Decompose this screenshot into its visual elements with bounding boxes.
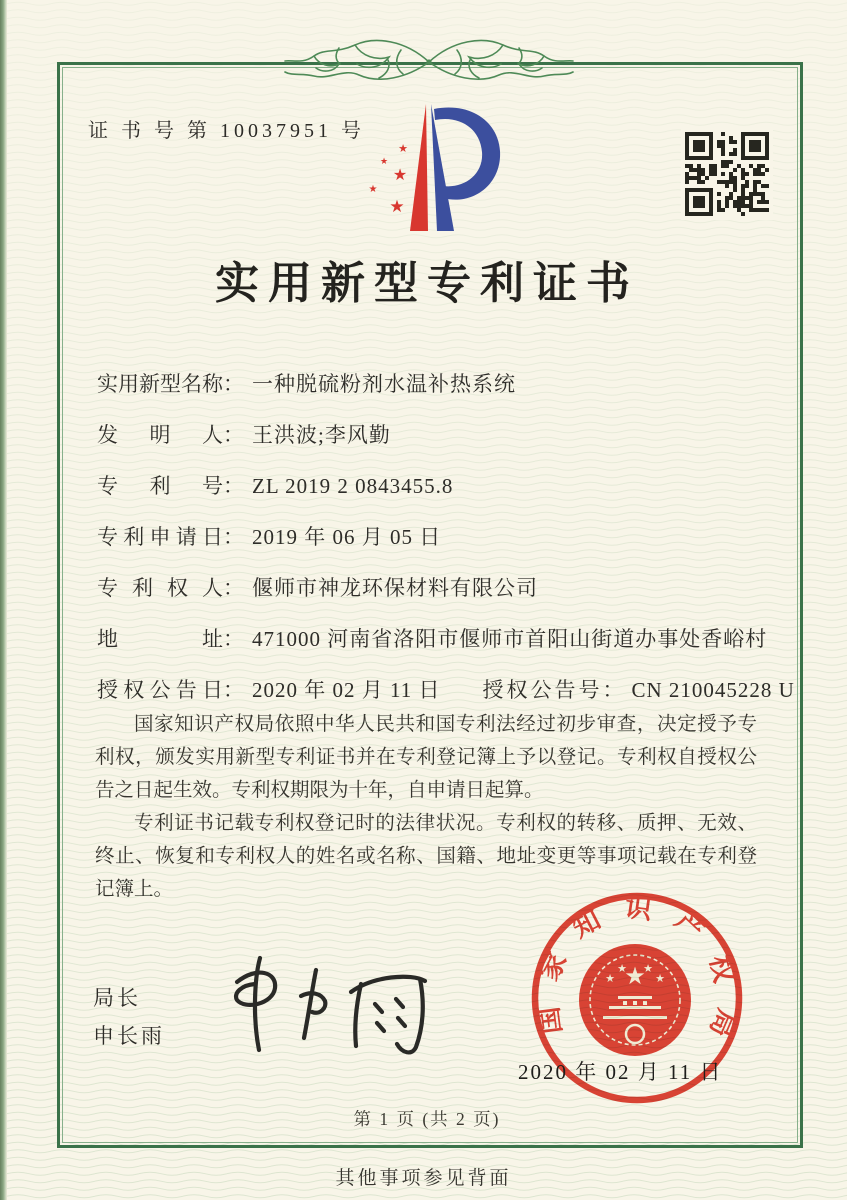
label-colon: ：	[223, 423, 244, 447]
field-value: 一种脱硫粉剂水温补热系统	[252, 372, 516, 396]
logo-star: ★	[392, 167, 408, 184]
field-row-inventor	[97, 419, 765, 447]
certificate-number: 证 书 号 第 10037951 号	[88, 120, 365, 142]
field-label: 专利权人	[97, 576, 223, 600]
field-value: 偃师市神龙环保材料有限公司	[252, 576, 538, 600]
seal-text: 国家知识产权局	[530, 891, 744, 1062]
page-title: 实用新型专利证书	[215, 259, 639, 308]
svg-text:★: ★	[643, 963, 653, 975]
field-label: 发明人	[97, 423, 223, 447]
legal-text	[95, 708, 757, 906]
svg-text:★: ★	[624, 964, 646, 990]
label-colon: ：	[602, 678, 624, 702]
national-emblem	[579, 944, 691, 1056]
logo-star: ★	[379, 156, 389, 166]
label-colon: ：	[223, 525, 244, 549]
label-colon: ：	[223, 474, 244, 498]
svg-text:★: ★	[617, 963, 627, 975]
field-label: 专利申请日	[97, 525, 223, 549]
label-colon: ：	[223, 678, 244, 702]
logo-star: ★	[389, 197, 405, 216]
label-colon: ：	[223, 372, 244, 396]
field-row-filing-date	[97, 521, 765, 549]
field-value: 2019 年 06 月 05 日	[252, 525, 442, 549]
logo-star: ★	[368, 184, 378, 195]
field-row-patent-no	[97, 470, 765, 498]
page-number: 第 1 页 (共 2 页)	[353, 1109, 501, 1129]
field-value: 471000 河南省洛阳市偃师市首阳山街道办事处香峪村	[252, 627, 768, 651]
logo-star: ★	[398, 143, 408, 155]
field-row-grant	[97, 674, 795, 702]
field-list	[97, 368, 795, 725]
svg-text:★: ★	[605, 973, 615, 985]
back-note: 其他事项参见背面	[335, 1168, 512, 1189]
field-value: ZL 2019 2 0843455.8	[252, 474, 454, 498]
field-label: 授权公告日	[97, 678, 223, 702]
field-row-patentee	[97, 572, 765, 600]
shen-changyu-signature-icon	[213, 946, 453, 1064]
signer-title: 局长	[93, 986, 141, 1010]
book-edge	[0, 0, 7, 1200]
field-row-address	[97, 623, 768, 651]
paragraph-register-statement: 专利证书记载专利权登记时的法律状况。专利权的转移、质押、无效、终止、恢复和专利权人的姓名或名称、国籍、地址变更等事项记载在专利登记簿上。	[95, 813, 757, 900]
field-label: 地址	[97, 627, 223, 651]
field-label: 专利号	[97, 474, 223, 498]
label-colon: ：	[223, 576, 244, 600]
field-label: 实用新型名称	[97, 372, 223, 396]
grant-no-value: CN 210045228 U	[631, 678, 795, 702]
field-label: 授权公告号	[482, 678, 603, 702]
qr-code	[681, 128, 773, 220]
grant-date-value: 2020 年 02 月 11 日	[252, 678, 441, 702]
cnipa-logo-icon	[357, 100, 507, 238]
field-value: 王洪波;李风勤	[252, 423, 391, 447]
label-colon: ：	[223, 627, 244, 651]
field-row-name	[97, 368, 765, 396]
seal-date: 2020 年 02 月 11 日	[518, 1060, 723, 1084]
svg-text:★: ★	[655, 973, 665, 985]
signer-name: 申长雨	[93, 1024, 165, 1048]
paragraph-grant-statement: 国家知识产权局依照中华人民共和国专利法经过初步审查，决定授予专利权，颁发实用新型专利证书并在专利登记簿上予以登记。专利权自授权公告之日起生效。专利权期限为十年，自申请日起算。	[95, 714, 757, 801]
scroll-ornament-icon	[283, 30, 575, 94]
